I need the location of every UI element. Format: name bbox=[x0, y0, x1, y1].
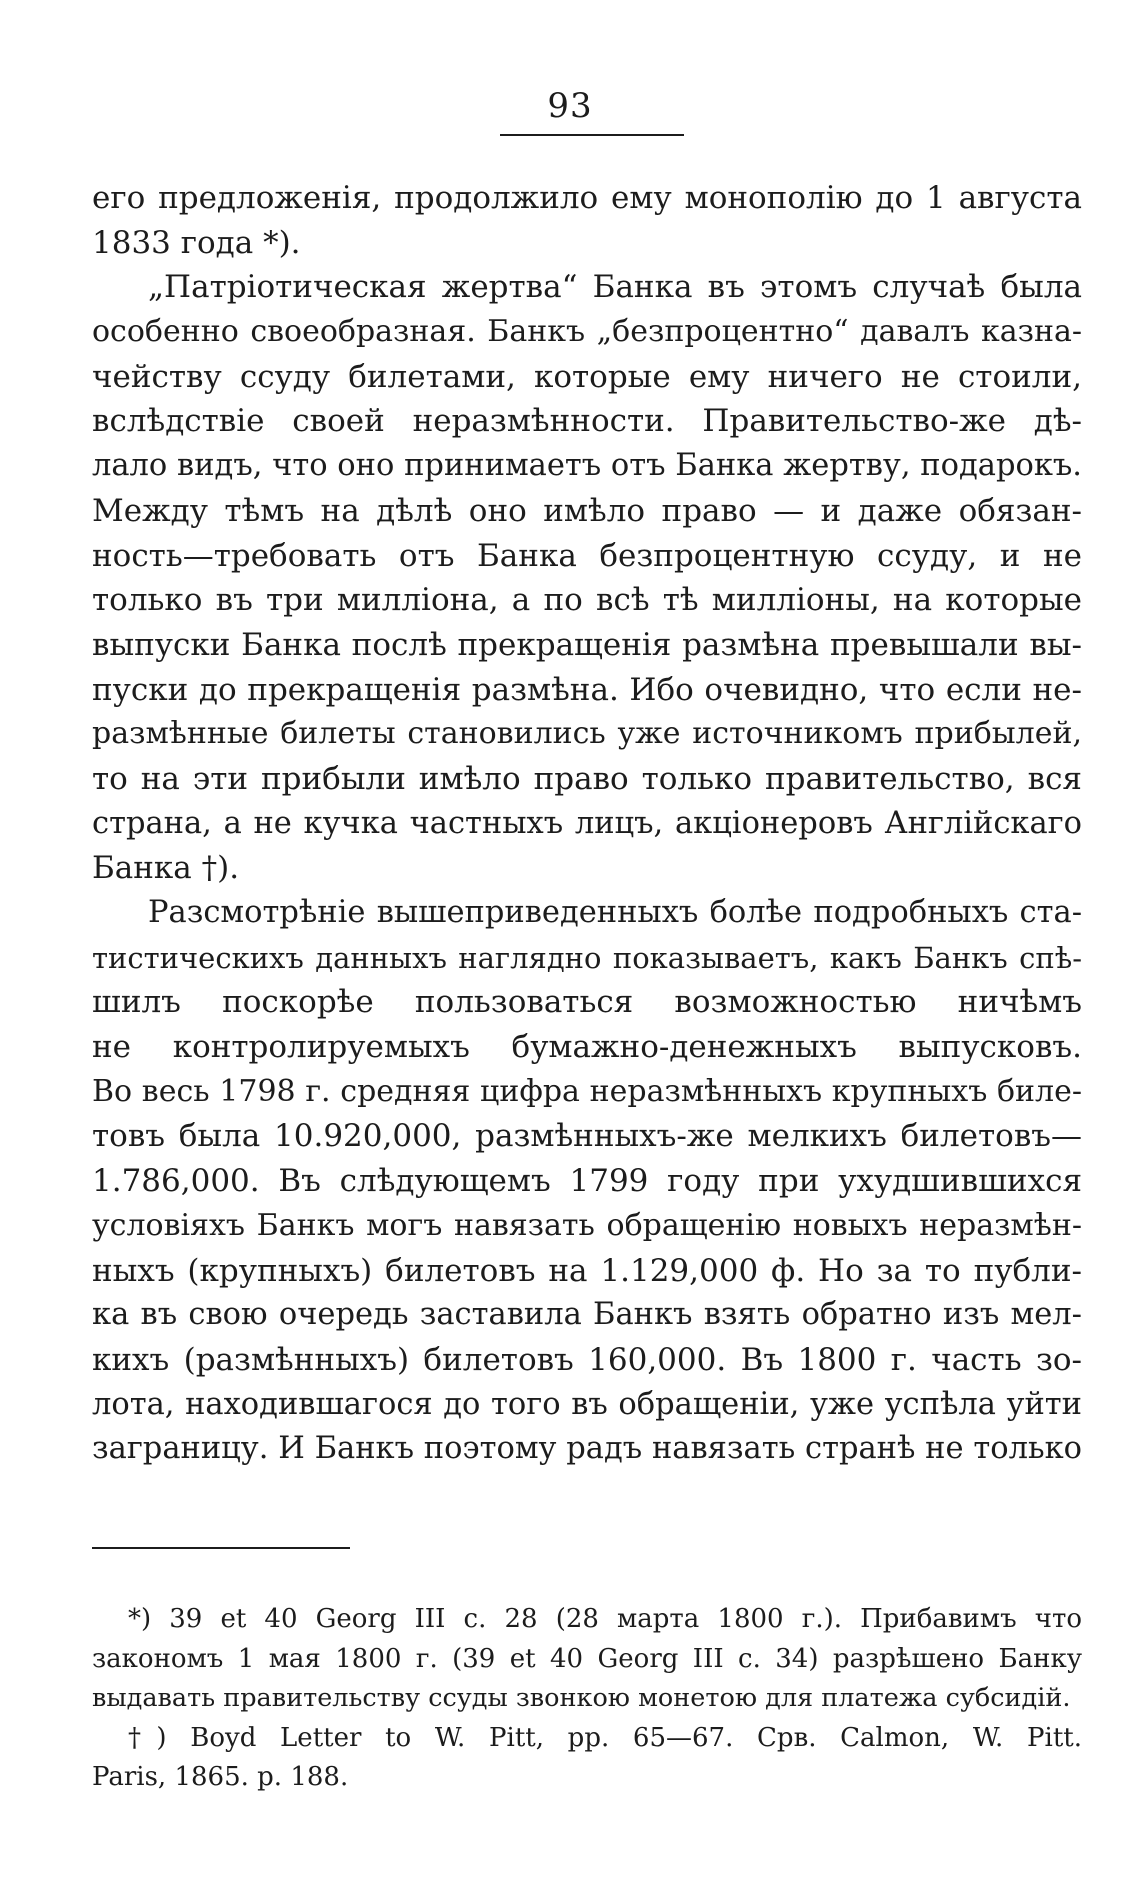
text-line: то на эти прибыли имѣло право только правительство, вся bbox=[92, 760, 1082, 797]
text-line: страна, а не кучка частныхъ лицъ, акціонеровъ Англійскаго bbox=[92, 805, 1082, 841]
text-line: чейству ссуду билетами, которые ему ничего не стоили, bbox=[92, 358, 1082, 395]
text-line: 1833 года *). bbox=[92, 224, 301, 261]
text-line: товъ была 10.920,000, размѣнныхъ-же мелкихъ билетовъ— bbox=[92, 1118, 1082, 1155]
text-line: вслѣдствіе своей неразмѣнности. Правительство-же дѣ- bbox=[92, 403, 1082, 440]
text-line: Во весь 1798 г. средняя цифра неразмѣнныхъ крупныхъ биле- bbox=[92, 1073, 1082, 1109]
footnote-line: закономъ 1 мая 1800 г. (39 et 40 Georg III c. 34) разрѣшено Банку bbox=[92, 1643, 1082, 1674]
text-line: Разсмотрѣніе вышеприведенныхъ болѣе подробныхъ ста- bbox=[148, 895, 1082, 930]
footnotes bbox=[92, 1600, 1082, 1798]
body-text bbox=[92, 176, 1082, 1472]
text-line: Банка †). bbox=[92, 850, 240, 887]
text-line: размѣнные билеты становились уже источникомъ прибылей, bbox=[92, 716, 1082, 752]
footnote-line: выдавать правительству ссуды звонкою монетою для платежа субсидій. bbox=[92, 1683, 1071, 1713]
text-line: кихъ (размѣнныхъ) билетовъ 160,000. Въ 1800 г. часть зо- bbox=[92, 1341, 1082, 1378]
text-line: „Патріотическая жертва“ Банка въ этомъ случаѣ была bbox=[148, 269, 1082, 306]
text-line: 1.786,000. Въ слѣдующемъ 1799 году при ухудшившихся bbox=[92, 1163, 1082, 1200]
text-line: не контролируемыхъ бумажно-денежныхъ выпусковъ. bbox=[92, 1029, 1082, 1066]
footnote-line: †) Boyd Letter to W. Pitt, pp. 65—67. Срв. Calmon, W. Pitt. bbox=[128, 1722, 1082, 1753]
text-line: заграницу. И Банкъ поэтому радъ навязать странѣ не только bbox=[92, 1431, 1082, 1467]
text-line: ныхъ (крупныхъ) билетовъ на 1.129,000 ф. Но за то публи- bbox=[92, 1252, 1082, 1289]
text-line: ность—требовать отъ Банка безпроцентную ссуду, и не bbox=[92, 537, 1082, 574]
footnote-rule bbox=[92, 1547, 350, 1549]
text-line: Между тѣмъ на дѣлѣ оно имѣло право — и даже обязан- bbox=[92, 492, 1082, 529]
page-number: 93 bbox=[547, 86, 593, 126]
text-line: выпуски Банка послѣ прекращенія размѣна превышали вы- bbox=[92, 626, 1082, 663]
text-line: шилъ поскорѣе пользоваться возможностью ничѣмъ bbox=[92, 984, 1082, 1021]
text-line: особенно своеобразная. Банкъ „безпроцентно“ давалъ казна- bbox=[92, 314, 1082, 350]
header-rule bbox=[500, 134, 684, 136]
text-line: условіяхъ Банкъ могъ навязать обращенію новыхъ неразмѣн- bbox=[92, 1207, 1082, 1243]
text-line: лало видъ, что оно принимаетъ отъ Банка жертву, подарокъ. bbox=[92, 448, 1082, 484]
footnote-line: *) 39 et 40 Georg III c. 28 (28 марта 1800 г.). Прибавимъ что bbox=[128, 1604, 1082, 1634]
text-line: тистическихъ данныхъ наглядно показываетъ, какъ Банкъ спѣ- bbox=[92, 940, 1082, 975]
text-line: лота, находившагося до того въ обращеніи, уже успѣла уйти bbox=[92, 1386, 1082, 1422]
text-line: пуски до прекращенія размѣна. Ибо очевидно, что если не- bbox=[92, 671, 1082, 708]
text-line: ка въ свою очередь заставила Банкъ взять обратно изъ мел- bbox=[92, 1297, 1082, 1333]
text-line: только въ три милліона, а по всѣ тѣ милліоны, на которые bbox=[92, 582, 1082, 619]
footnote-line: Paris, 1865. p. 188. bbox=[92, 1762, 349, 1792]
text-line: его предложенія, продолжило ему монополію до 1 августа bbox=[92, 180, 1082, 216]
